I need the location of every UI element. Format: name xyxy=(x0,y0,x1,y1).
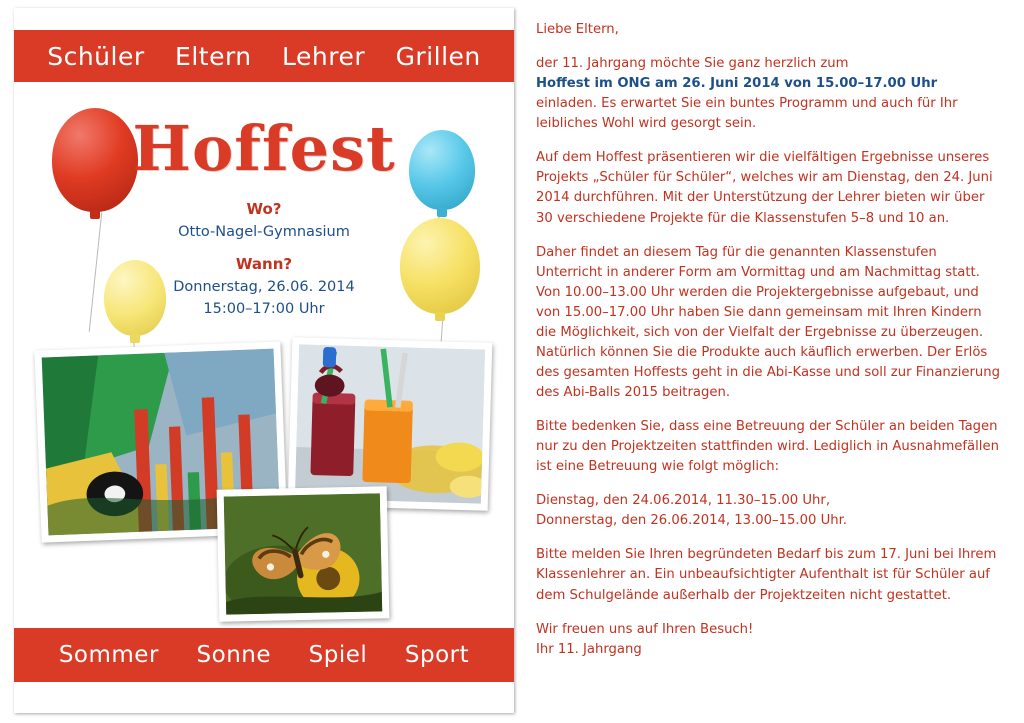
butterfly-photo xyxy=(217,486,390,622)
letter-p1-highlight: Hoffest im ONG am 26. Juni 2014 von 15.00–17.00 Uhr xyxy=(536,76,938,92)
top-band-word-1: Schüler xyxy=(47,41,145,71)
when-date: Donnerstag, 26.06. 2014 xyxy=(173,278,355,295)
top-band-word-2: Eltern xyxy=(175,41,252,71)
bottom-band-word-4: Sport xyxy=(404,642,470,668)
balloon-string-red xyxy=(89,212,103,331)
info-spacer xyxy=(144,244,384,253)
balloon-yellow-large-icon xyxy=(400,218,480,314)
poster-title: Hoffest xyxy=(132,112,396,185)
closing-line1: Wir freuen uns auf Ihren Besuch! xyxy=(536,621,754,637)
when-time: 15:00–17:00 Uhr xyxy=(203,301,325,318)
letter-supervision-times xyxy=(536,491,1004,531)
bottom-band-word-3: Spiel xyxy=(308,642,368,668)
letter-paragraph-2: Auf dem Hoffest präsentieren wir die vielfältigen Ergebnisse unseres Projekts „Schüler für Schüler“, welches wir am Dienstag, den 24. Juni 2014 durchführen. Mit der Unterstützung der Lehrer bieten wir über 30 verschiedene Projekte für die Klassenstufen 5–8 und 10 an. xyxy=(536,150,993,226)
drinks-photo-image xyxy=(295,344,485,503)
letter-salutation: Liebe Eltern, xyxy=(536,22,619,37)
juice-glasses-icon xyxy=(295,344,485,503)
supervision-time-tuesday: Dienstag, den 24.06.2014, 11.30–15.00 Uhr, xyxy=(536,493,831,509)
letter-paragraph-3: Daher findet an diesem Tag für die genannten Klassenstufen Unterricht in anderer Form am Vormittag und am Nachmittag statt. Von 10.00–13.00 Uhr werden die Projektergebnisse aufgebaut, und von 15.00–17.00 Uhr haben Sie dann gemeinsam mit Ihren Kindern die Möglichkeit, sich von der Vielfalt der Ergebnisse zu überzeugen. Natürlich können Sie die Produkte auch käuflich erwerben. Der Erlös des gesamten Hoffests geht in die Abi-Kasse und soll zur Finanzierung des Abi-Balls 2015 beitragen. xyxy=(536,244,1000,400)
poster-bottom-band xyxy=(14,628,514,682)
hoffest-poster xyxy=(14,8,514,713)
poster-event-info xyxy=(144,198,384,321)
butterfly-icon xyxy=(224,493,382,614)
letter-p1-rest: einladen. Es erwartet Sie ein buntes Programm und auch für Ihr leibliches Wohl wird gesorgt sein. xyxy=(536,96,958,132)
where-label: Wo? xyxy=(246,200,282,218)
top-band-word-3: Lehrer xyxy=(282,41,366,71)
poster-top-band xyxy=(14,30,514,82)
letter-p1-line1: der 11. Jahrgang möchte Sie ganz herzlich zum xyxy=(536,56,849,72)
bottom-band-word-2: Sonne xyxy=(196,642,272,668)
invitation-letter xyxy=(536,20,1004,674)
top-band-word-4: Grillen xyxy=(395,41,481,71)
where-value: Otto-Nagel-Gymnasium xyxy=(178,224,350,241)
butterfly-photo-image xyxy=(224,493,382,614)
drinks-photo xyxy=(288,337,493,511)
closing-line2: Ihr 11. Jahrgang xyxy=(536,641,642,657)
letter-closing xyxy=(536,620,1004,660)
photo-collage xyxy=(32,338,502,628)
supervision-time-thursday: Donnerstag, den 26.06.2014, 13.00–15.00 Uhr. xyxy=(536,513,847,529)
letter-paragraph-1 xyxy=(536,54,1004,134)
when-label: Wann? xyxy=(235,254,293,273)
bottom-band-word-1: Sommer xyxy=(58,642,159,668)
letter-paragraph-4: Bitte bedenken Sie, dass eine Betreuung der Schüler an beiden Tagen nur zu den Projektzeiten stattfinden wird. Lediglich in Ausnahmefällen ist eine Betreuung wie folgt möglich: xyxy=(536,419,999,475)
letter-paragraph-6: Bitte melden Sie Ihren begründeten Bedarf bis zum 17. Juni bei Ihrem Klassenlehrer an. Ein unbeaufsichtigter Aufenthalt ist für Schüler auf dem Schulgelände außerhalb der Projektzeiten nicht gestattet. xyxy=(536,547,997,603)
